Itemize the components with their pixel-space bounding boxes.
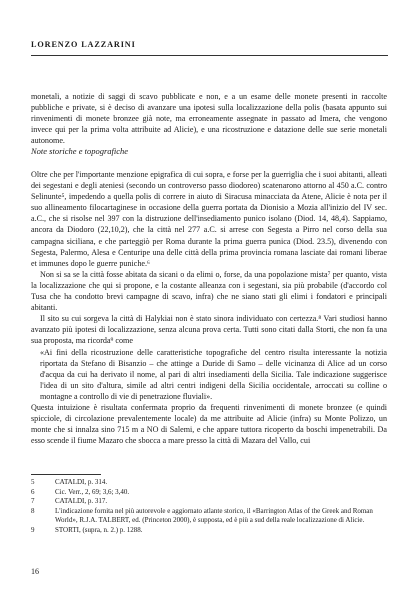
paragraph-2: Non si sa se la città fosse abitata da sicani o da elimi o, forse, da una popolazione mista⁷ per quanto, vista la localizzazione che qui si propone, e la costante alleanza con i segestani, sia più probabile (d'accordo col Tusa che ha condotto brevi campagne di scavo, infra) che ne siano stati gli elimi i fondatori e principali abitanti. bbox=[31, 269, 387, 313]
footnote-number: 6 bbox=[31, 487, 35, 496]
footnote-text: CATALDI, p. 314. bbox=[55, 478, 108, 486]
footnote-text: L'indicazione fornita nel più autorevole e aggiornato atlante storico, il «Barrington Atlas of the Greek and Roman World», R.J.A. TALBERT, ed. (Princeton 2000), è supposta, ed è più a sud della reale localizzazione di Alicie. bbox=[55, 506, 373, 525]
footnote bbox=[31, 497, 387, 507]
closing-paragraph: Questa intuizione è risultata confermata proprio da frequenti rinvenimenti di monete bronzee (e quindi spicciole, di circolazione prevalentemente locale) da me attribuite ad Alicie (infra) su Monte Polizzo, un monte che si innalza sino 715 m a NO di Salemi, e che appare tuttora ricoperto da boschi impenetrabili. Da esso scende il fiume Mazaro che sbocca a mare presso la città di Mazara del Vallo, cui bbox=[31, 402, 387, 446]
intro-paragraph-block bbox=[31, 91, 387, 146]
footnote-number: 5 bbox=[31, 478, 35, 486]
paragraph-1: Oltre che per l'importante menzione epigrafica di cui sopra, e forse per la guerriglia che i suoi abitanti, alleati dei segestani e degli ateniesi (secondo un controverso passo diodoreo) scatenarono attorno al 450 a.C. contro Selinunte⁵, impedendo a quella polis di correre in aiuto di Siracusa minacciata da Atene, Alicie è nota per il suo allineamento filocartaginese in occasione della guerra portata da Dionisio a Mozia all'inizio del IV sec. a.C., che si risolse nel 397 con la distruzione dell'insediamento punico isolano (Diod. 14, 48,4). Sappiamo, ancora da Diodoro (22,10,2), che la città nel 277 a.C. si arrese con Segesta a Pirro nel corso della sua campagna siciliana, e che parteggiò per Roma durante la prima guerra punica (Diod. 23.5), divenendo con Segesta, Palermo, Alesa e Centuripe una delle città della prima provincia romana lasciate dai romani liberae et immunes dopo le guerre puniche.⁶ bbox=[31, 170, 387, 268]
block-quote: «Ai fini della ricostruzione delle caratteristiche topografiche del centro risulta interessante la notizia riportata da Stefano di Bisanzio – che attinge a Duride di Samo – delle vicinanza di Alice ad un corso d'acqua da cui ha derivato il nome, al pari di altri insediamenti della Sicilia. Tale indicazione suggerisce l'idea di un sito d'altura, simile ad altri centri indigeni della Sicilia occidentale, arroccati su colline o montagne a controllo di vie di penetrazione fluviali». bbox=[40, 347, 387, 401]
footnote-number: 8 bbox=[31, 506, 35, 515]
footnote-number: 7 bbox=[31, 497, 35, 506]
footnote-text: STORTI, (supra, n. 2.) p. 1288. bbox=[55, 525, 143, 534]
footnote-number: 9 bbox=[31, 525, 35, 534]
footnotes bbox=[31, 478, 387, 536]
section-title: Note storiche e topografiche bbox=[31, 146, 129, 156]
footnotes-rule bbox=[31, 474, 101, 475]
footnote-text: CATALDI, p. 317. bbox=[55, 497, 108, 506]
footnote-text: Cic. Verr., 2, 69; 3,6; 3,40. bbox=[55, 487, 130, 496]
paragraph-3: Il sito su cui sorgeva la città di Halykiai non è stato sinora individuato con certezza.⁸ Vari studiosi hanno avanzato più ipotesi di localizzazione, senza alcuna prova certa. Tutti sono citati dalla Storti, che non fa una sua proposta, ma ricorda⁹ come bbox=[31, 314, 387, 346]
header-rule bbox=[31, 55, 388, 56]
main-text-block bbox=[31, 169, 387, 446]
footnote bbox=[31, 526, 387, 536]
intro-paragraph: monetali, a notizie di saggi di scavo pubblicate e non, e a un esame delle monete presenti in raccolte pubbliche e private, si è deciso di avanzare una ipotesi sulla localizzazione della polis (basata appunto sui rinvenimenti di monete bronzee già note, ma erroneamente assegnate in passato ad Imera, che vengono invece qui per la prima volta attribuite ad Alicie), e una ricostruzione e datazione delle sue serie monetali autonome. bbox=[31, 92, 387, 146]
page-number: 16 bbox=[31, 567, 39, 576]
footnote bbox=[31, 507, 387, 526]
footnote bbox=[31, 488, 387, 498]
running-header: LORENZO LAZZARINI bbox=[31, 40, 136, 49]
footnote bbox=[31, 478, 387, 488]
